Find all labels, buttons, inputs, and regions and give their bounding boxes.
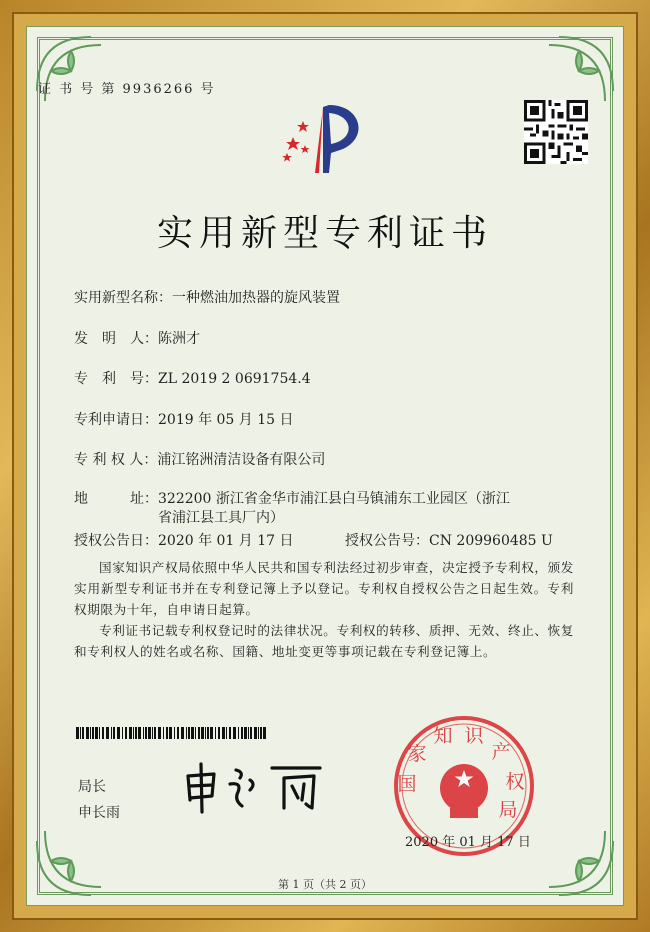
field-value: 322200 浙江省金华市浦江县白马镇浦东工业园区（浙江	[158, 491, 510, 507]
body-paragraph-2: 专利证书记载专利权登记时的法律状况。专利权的转移、质押、无效、终止、恢复和专利权人的姓名或名称、国籍、地址变更等事项记载在专利登记簿上。	[74, 623, 574, 659]
page-number: 第 1 页（共 2 页）	[278, 878, 372, 891]
field-label: 专利申请日：	[74, 412, 158, 428]
certificate-number: 证 书 号 第 9936266 号	[38, 82, 216, 97]
field-value: CN 209960485 U	[429, 533, 553, 549]
field-address	[74, 488, 510, 508]
field-label: 授权公告日：	[74, 533, 158, 549]
seal-char: 知	[433, 725, 453, 747]
field-grant-number	[345, 530, 553, 550]
field-label: 专 利 号：	[74, 371, 158, 387]
field-value: ZL 2019 2 0691754.4	[158, 371, 311, 387]
seal-char: 家	[407, 743, 427, 765]
barcode-icon	[76, 727, 266, 739]
field-grant-date	[74, 530, 294, 550]
corner-ornament-icon	[31, 31, 121, 121]
seal-char: 国	[397, 773, 417, 795]
handwritten-signature-icon	[180, 760, 330, 815]
field-application-date	[74, 409, 294, 429]
field-value: 2019 年 05 月 15 日	[158, 412, 294, 428]
field-value: 一种燃油加热器的旋风装置	[172, 290, 340, 306]
field-patent-number	[74, 368, 311, 388]
field-value: 2020 年 01 月 17 日	[158, 533, 294, 549]
field-label: 专 利 权 人：	[74, 452, 158, 468]
signatory-title: 局长	[78, 779, 106, 795]
field-label: 授权公告号：	[345, 533, 429, 549]
body-paragraph-1: 国家知识产权局依照中华人民共和国专利法经过初步审查，决定授予专利权，颁发实用新型专利证书并在专利登记簿上予以登记。专利权自授权公告之日起生效。专利权期限为十年，自申请日起算。	[74, 560, 574, 617]
field-value: 陈洲才	[158, 331, 200, 347]
field-label: 实用新型名称：	[74, 290, 172, 306]
field-value: 浦江铭洲清洁设备有限公司	[157, 452, 326, 468]
signatory-name: 申长雨	[78, 805, 120, 821]
seal-char: 产	[491, 741, 511, 763]
seal-char: 权	[505, 771, 525, 793]
field-utility-model-name	[74, 287, 340, 307]
qr-code-icon	[524, 100, 588, 164]
seal-char: 识	[464, 725, 484, 747]
seal-date: 2020 年 01 月 17 日	[405, 835, 531, 850]
field-address-line2: 省浦江县工具厂内）	[158, 510, 284, 526]
field-patent-holder	[74, 449, 325, 469]
field-label: 发 明 人：	[74, 331, 158, 347]
certificate-title: 实用新型专利证书	[156, 213, 493, 254]
field-inventor	[74, 328, 200, 348]
patent-office-emblem-icon	[273, 97, 378, 177]
field-label: 地 址：	[74, 491, 158, 507]
seal-char: 局	[498, 799, 518, 821]
